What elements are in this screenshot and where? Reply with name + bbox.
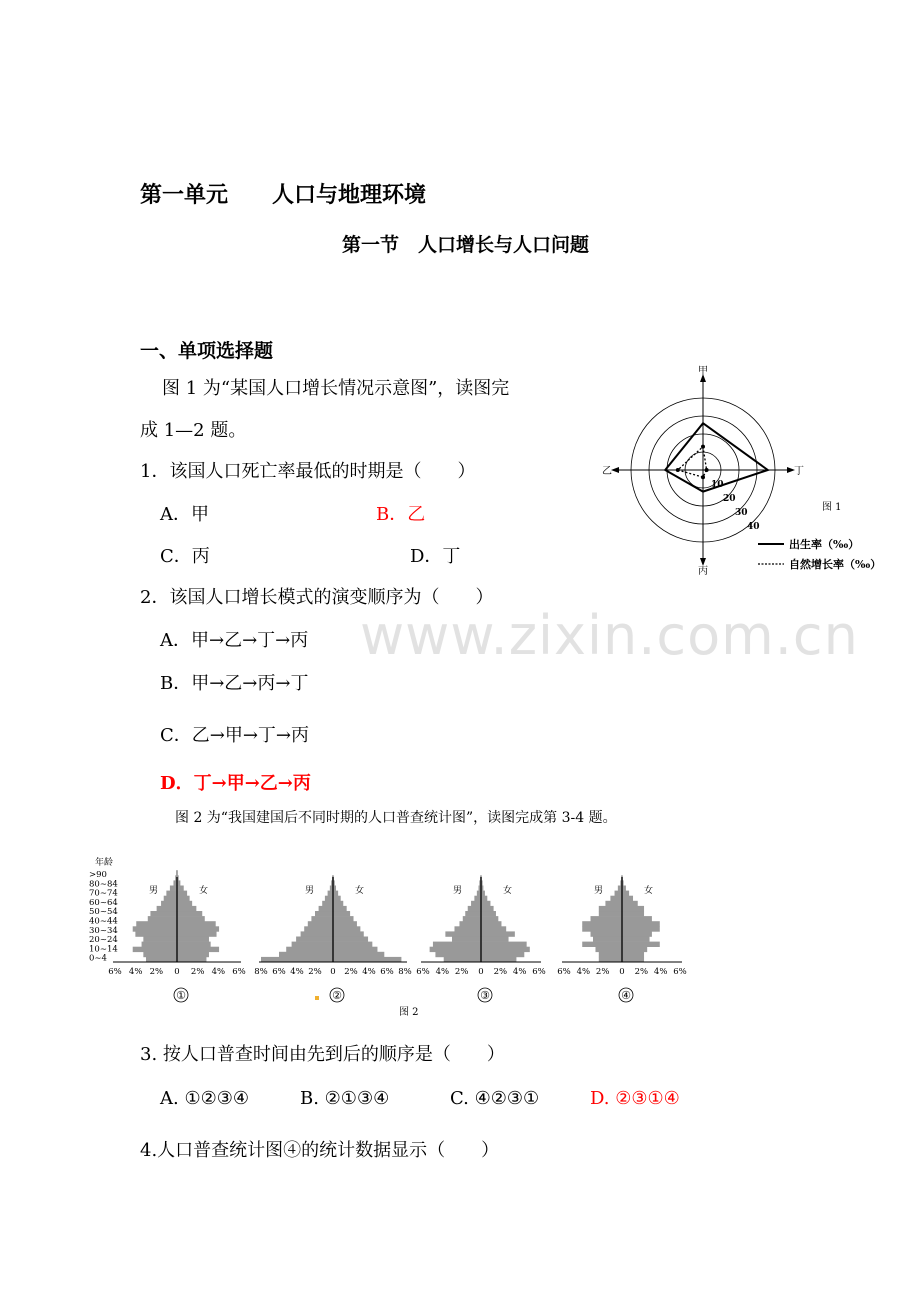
pyramid-tick-label: 6% [272,967,286,977]
pyramid-bar-female [177,911,202,916]
pyramid-label: ① [176,989,186,1002]
pyramid-bar-female [177,957,206,962]
sex-label-female: 女 [503,886,513,896]
axis-label-bing: 丙 [698,566,708,577]
age-axis-title: 年龄 [95,858,114,868]
pyramid-tick-label: 2% [149,967,164,977]
pyramid-tick-label: 4% [290,967,304,977]
pyramid-label: ④ [621,989,631,1002]
pyramid-bar-male [459,921,481,926]
pyramid-bar-male [292,942,333,947]
pyramid-bar-female [177,896,190,901]
pyramid-bar-female [177,921,216,926]
pyramid-bar-male [170,886,177,891]
q1-option-c: C．丙 [160,546,210,567]
pyramid-bar-female [177,901,192,906]
pyramid-tick-label: 6% [108,967,122,977]
section-subtitle: 第一节 人口增长与人口问题 [342,234,590,256]
pyramid-bar-male [146,957,177,962]
age-label: >90 [89,870,107,880]
pyramid-bar-female [481,926,506,931]
pyramid-bar-female [481,916,498,921]
pyramid-bar-male [474,896,481,901]
growth-point [701,445,705,449]
pyramid-tick-label: 0 [478,967,484,977]
pyramid-bar-female [333,942,372,947]
pyramid-bar-female [333,906,347,911]
age-label: 10~14 [89,944,118,955]
pyramid-tick-label: 6% [532,967,546,977]
pyramid-tick-label: 4% [512,967,527,977]
pyramid-bar-male [148,916,177,921]
age-label: 40~44 [89,916,118,927]
pyramid-bar-female [481,957,516,962]
pyramid-bar-female [622,906,644,911]
pyramid-bar-male [582,921,622,926]
pyramid-tick-label: 8% [254,967,268,977]
pyramid-bar-male [176,870,177,875]
figure-1-caption: 图 1 [822,502,842,513]
pyramid-bar-male [161,901,177,906]
figure-2-population-pyramids [85,855,705,1025]
pyramid-bar-male [279,952,333,957]
pyramid-bar-female [333,901,343,906]
ring-label: 40 [747,522,760,532]
pyramid-tick-label: 2% [308,967,322,977]
pyramid-tick-label: 2% [190,967,205,977]
intro-text-1: 图 1 为“某国人口增长情况示意图”，读图完 [162,378,510,399]
pyramid-bar-male [164,896,177,901]
pyramid-tick-label: 4% [576,967,591,977]
growth-point [705,468,709,472]
pyramid-tick-label: 4% [653,967,668,977]
pyramid-bar-female [177,931,217,936]
pyramid-bar-male [471,901,481,906]
pyramid-bar-female [333,937,368,942]
pyramid-tick-label: 0 [174,967,180,977]
pyramid-bar-male [325,896,333,901]
pyramid-bar-male [308,921,333,926]
pyramid-bar-male [445,931,481,936]
growth-point [701,475,705,479]
sex-label-male: 男 [453,886,463,896]
pyramid-bar-female [333,896,341,901]
pyramid-bar-female [177,916,205,921]
pyramid-bar-female [177,952,209,957]
pyramid-bar-male [150,911,177,916]
pyramid-bar-female [622,957,644,962]
unit-title: 第一单元 人口与地理环境 [140,183,427,208]
pyramid-tick-label: 2% [454,967,469,977]
pyramid-bar-male [599,906,622,911]
pyramid-tick-label: 6% [416,967,430,977]
legend-birth-rate: 出生率（‰） [789,538,860,551]
pyramid-bar-female [333,926,360,931]
pyramid-tick-label: 4% [435,967,450,977]
q3-option-b: B. ②①③④ [300,1088,390,1109]
axis-label-ding: 丁 [794,466,804,477]
q3-option-d-answer: D. ②③①④ [590,1088,680,1109]
pyramid-bar-male [261,957,333,962]
question-3: 3. 按人口普查时间由先到后的顺序是（ ） [140,1044,505,1065]
q3-option-c: C. ④②③① [450,1088,540,1109]
section-heading: 一、单项选择题 [140,340,274,362]
pyramid-bar-female [481,952,524,957]
question-1: 1．该国人口死亡率最低的时期是（ ） [140,461,476,482]
pyramid-bar-male [315,911,333,916]
pyramid-tick-label: 2% [595,967,610,977]
question-4: 4.人口普查统计图④的统计数据显示（ ） [140,1140,500,1161]
pyramid-bar-female [177,870,178,875]
pyramid-bar-male [286,947,333,952]
pyramid-bar-female [622,921,660,926]
pyramid-tick-label: 0 [330,967,336,977]
age-label: 50~54 [89,907,118,918]
pyramid-bar-male [143,937,177,942]
pyramid-bar-female [177,926,219,931]
ring-label: 10 [711,480,724,490]
pyramid-bar-male [142,942,177,947]
pyramid-bar-female [622,952,644,957]
pyramid-bar-female [481,906,494,911]
pyramid-bar-female [622,901,638,906]
marker-dot [315,996,319,1000]
pyramid-label: ② [332,989,342,1002]
pyramid-bar-male [463,916,481,921]
q1-option-d: D．丁 [410,546,461,567]
pyramid-bar-female [622,891,629,896]
pyramid-bar-female [622,926,660,931]
pyramid-bar-female [622,896,633,901]
q1-option-a: A．甲 [160,504,209,525]
pyramid-bar-male [599,957,622,962]
pyramid-bar-female [333,952,384,957]
q2-option-b: B．甲→乙→丙→丁 [160,673,309,694]
pyramid-bar-male [591,931,622,936]
q2-option-c: C．乙→甲→丁→丙 [160,725,310,746]
question-2: 2．该国人口增长模式的演变顺序为（ ） [140,587,494,608]
pyramid-bar-male [135,931,177,936]
figure-1-radar-chart [590,360,900,580]
axis-label-jia: 甲 [698,366,708,377]
sex-label-female: 女 [644,886,654,896]
intro-text-2: 成 1—2 题。 [140,420,247,441]
pyramid-bar-female [622,931,652,936]
pyramid-tick-label: 2% [344,967,358,977]
pyramid-bar-male [610,896,622,901]
axis-label-yi: 乙 [602,466,612,477]
pyramid-bar-male [296,937,333,942]
figure-2-caption: 图 2 [399,1007,419,1018]
pyramid-bar-male [304,926,333,931]
pyramid-bar-male [468,906,481,911]
natural-growth-line [678,447,707,478]
pyramid-bar-male [301,931,333,936]
pyramid-bar-male [143,952,177,957]
pyramid-bar-female [333,916,354,921]
pyramid-bar-female [481,896,487,901]
pyramid-bar-female [481,931,515,936]
growth-point [676,468,680,472]
pyramid-tick-label: 6% [232,967,246,977]
pyramid-bar-male [465,911,481,916]
age-label: 20~24 [89,935,118,946]
pyramid-bar-male [454,926,481,931]
pyramid-bar-male [328,891,333,896]
pyramid-bar-male [444,957,481,962]
pyramid-tick-label: 6% [380,967,394,977]
age-label: 0~4 [89,953,107,964]
pyramid-bar-male [430,947,481,952]
pyramid-bar-female [177,886,184,891]
legend-natural-growth: 自然增长率（‰） [789,558,882,571]
pyramid-bar-male [599,911,622,916]
pyramid-bar-male [593,937,622,942]
pyramid-tick-label: 4% [128,967,143,977]
pyramid-bar-female [481,921,501,926]
pyramid-bar-male [595,947,622,952]
pyramid-bar-female [481,901,490,906]
pyramid-bar-male [582,942,622,947]
sex-label-female: 女 [199,886,209,896]
pyramid-bar-female [481,911,496,916]
pyramid-bar-male [136,921,177,926]
pyramid-bar-female [177,937,209,942]
pyramid-tick-label: 2% [634,967,649,977]
pyramid-bar-female [333,931,364,936]
q2-option-d-answer: D．丁→甲→乙→丙 [160,773,311,794]
q3-option-a: A. ①②③④ [160,1088,249,1109]
pyramid-bar-male [157,906,177,911]
pyramid-bar-male [605,901,622,906]
sex-label-male: 男 [594,886,604,896]
q1-option-b-answer: B．乙 [376,504,426,525]
sex-label-female: 女 [355,886,365,896]
pyramid-tick-label: 6% [557,967,571,977]
pyramid-bar-female [333,891,338,896]
pyramid-bar-female [333,921,357,926]
pyramid-bar-male [591,916,622,921]
pyramid-bar-male [435,952,481,957]
pyramid-bar-male [311,916,333,921]
pyramid-bar-female [333,957,401,962]
pyramid-bar-female [622,942,660,947]
pyramid-bar-female [481,947,530,952]
intro-text-fig2: 图 2 为“我国建国后不同时期的人口普查统计图”，读图完成第 3-4 题。 [175,810,617,826]
pyramid-bar-female [177,947,219,952]
watermark: www.zixin.com.cn [360,604,859,667]
pyramid-bar-female [622,916,652,921]
pyramid-bar-male [133,947,177,952]
ring-label: 20 [723,494,736,504]
pyramid-bar-female [177,891,187,896]
pyramid-bar-male [599,952,622,957]
pyramid-bar-female [333,911,350,916]
pyramid-bar-male [322,901,333,906]
pyramid-bar-female [622,937,650,942]
pyramid-label: ③ [480,989,490,1002]
pyramid-tick-label: 2% [493,967,508,977]
pyramid-tick-label: 6% [673,967,687,977]
pyramid-tick-label: 4% [211,967,226,977]
age-label: 70~74 [89,888,118,899]
pyramid-bar-female [177,942,211,947]
q2-option-a: A．甲→乙→丁→丙 [160,630,309,651]
pyramid-bar-female [622,911,644,916]
pyramid-bar-male [319,906,333,911]
pyramid-bar-male [582,926,622,931]
pyramid-tick-label: 0 [619,967,625,977]
pyramid-bar-female [481,942,527,947]
age-label: 80~84 [89,879,118,890]
sex-label-male: 男 [305,886,315,896]
pyramid-bar-female [333,947,377,952]
age-label: 60~64 [89,897,118,908]
ring-label: 30 [735,508,748,518]
pyramid-tick-label: 8% [398,967,412,977]
pyramid-bar-male [615,891,622,896]
pyramid-bar-female [481,937,509,942]
pyramid-tick-label: 4% [362,967,376,977]
pyramid-bar-female [177,906,196,911]
pyramid-bar-male [433,942,481,947]
pyramid-bar-male [166,891,177,896]
pyramid-bar-female [622,947,647,952]
age-label: 30~34 [89,925,118,936]
pyramid-bar-male [133,926,177,931]
sex-label-male: 男 [149,886,159,896]
pyramid-bar-male [452,937,481,942]
